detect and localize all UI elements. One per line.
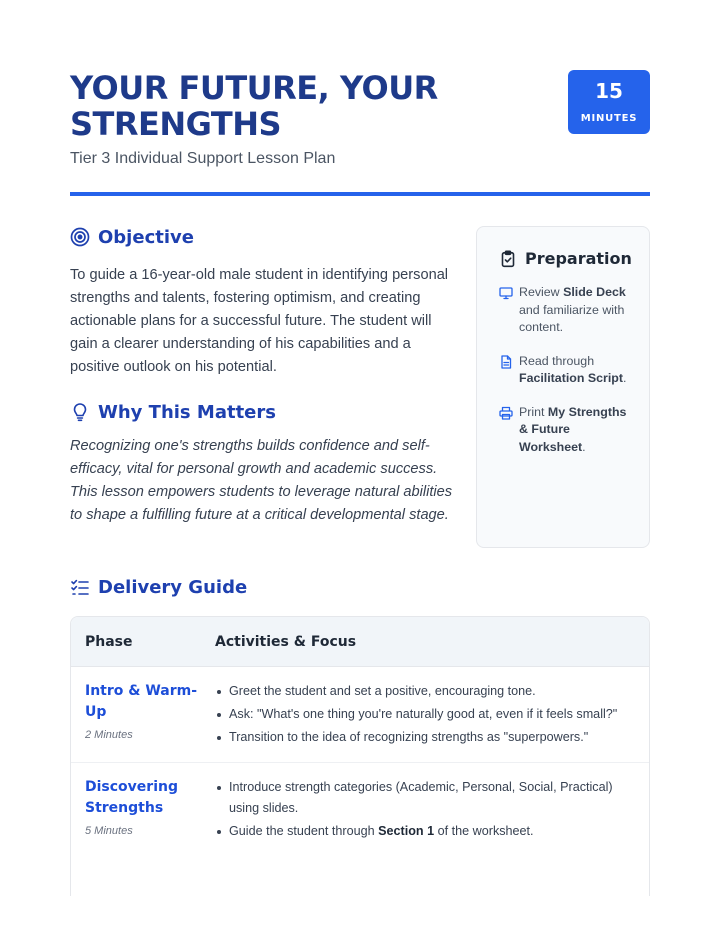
activity-list <box>215 681 633 748</box>
objective-heading <box>70 224 454 250</box>
header-divider <box>70 192 650 196</box>
prep-item-worksheet <box>499 404 629 457</box>
activity-item <box>215 681 633 702</box>
printer-icon <box>499 406 513 420</box>
duration-number: 15 <box>595 79 623 103</box>
lesson-plan-page <box>70 70 650 896</box>
activity-text: Transition to the idea of recognizing strengths as "superpowers." <box>229 730 589 744</box>
prep-text-part: . <box>582 439 586 454</box>
activity-list <box>215 777 633 842</box>
preparation-heading <box>499 249 632 268</box>
column-header-phase: Phase <box>85 633 133 650</box>
activity-item <box>215 777 633 819</box>
phase-name: Discovering Strengths <box>85 779 178 816</box>
lightbulb-icon <box>70 402 90 422</box>
prep-text-bold: Facilitation Script <box>519 371 623 385</box>
prep-item-script <box>499 353 629 388</box>
monitor-icon <box>499 286 513 300</box>
header <box>70 70 650 192</box>
prep-text-part: Read through <box>519 353 595 368</box>
activity-text: Ask: "What's one thing you're naturally good at, even if it feels small?" <box>229 707 618 721</box>
activities-cell <box>215 777 649 844</box>
objective-title: Objective <box>98 226 194 248</box>
activity-text: Introduce strength categories (Academic, Personal, Social, Practical) using slides. <box>229 780 613 815</box>
why-title: Why This Matters <box>98 401 276 423</box>
duration-unit: MINUTES <box>580 113 638 124</box>
prep-text-part: and familiarize with content. <box>519 302 625 334</box>
prep-item-text <box>519 404 629 457</box>
activity-item <box>215 821 633 842</box>
prep-text-bold: My Strengths & Future Worksheet <box>519 404 627 454</box>
activity-text-bold: Section 1 <box>378 824 435 838</box>
preparation-card <box>476 226 650 548</box>
objective-text: To guide a 16-year-old male student in identifying personal strengths and talents, fostering optimism, and creating actionable plans for a successful future. The student will gain a clearer understanding of his capabilities and a positive outlook on his potential. <box>70 267 449 375</box>
left-column <box>70 224 454 527</box>
duration-badge <box>568 70 650 134</box>
document-icon <box>499 355 513 369</box>
why-text: Recognizing one's strengths builds confidence and self-efficacy, vital for personal growth and academic success. This lesson empowers students to leverage natural abilities to shape a fulfilling future at a critical developmental stage. <box>70 438 453 523</box>
target-icon <box>70 227 90 247</box>
phase-cell <box>71 681 215 750</box>
phase-duration: 5 Minutes <box>85 825 133 837</box>
table-header <box>71 617 649 667</box>
page-subtitle: Tier 3 Individual Support Lesson Plan <box>70 150 336 167</box>
prep-item-text <box>519 353 629 388</box>
prep-text-part: . <box>622 371 627 385</box>
table-row <box>71 667 649 763</box>
delivery-table <box>70 616 650 896</box>
column-header-activities: Activities & Focus <box>215 633 357 650</box>
clipboard-check-icon <box>499 250 517 268</box>
table-row <box>71 763 649 856</box>
prep-item-slide-deck <box>499 284 629 337</box>
activity-item <box>215 704 633 725</box>
phase-name: Intro & Warm-Up <box>85 683 198 720</box>
activity-text: Guide the student through <box>229 824 379 838</box>
activity-text: of the worksheet. <box>434 824 534 838</box>
prep-item-text <box>519 284 629 337</box>
prep-text-bold: Slide Deck <box>563 285 626 299</box>
page-title: YOUR FUTURE, YOUR STRENGTHS <box>70 69 438 143</box>
checklist-icon <box>70 577 90 597</box>
why-heading <box>70 399 454 425</box>
body-columns <box>70 224 650 548</box>
activities-cell <box>215 681 649 750</box>
phase-cell <box>71 777 215 844</box>
prep-text-part: Review <box>519 285 564 299</box>
activity-item <box>215 727 633 748</box>
delivery-title: Delivery Guide <box>98 576 248 598</box>
delivery-heading <box>70 574 650 600</box>
phase-duration: 2 Minutes <box>85 729 133 741</box>
activity-text: Greet the student and set a positive, encouraging tone. <box>229 684 536 698</box>
preparation-title: Preparation <box>525 249 632 268</box>
prep-text-part: Print <box>519 404 548 419</box>
